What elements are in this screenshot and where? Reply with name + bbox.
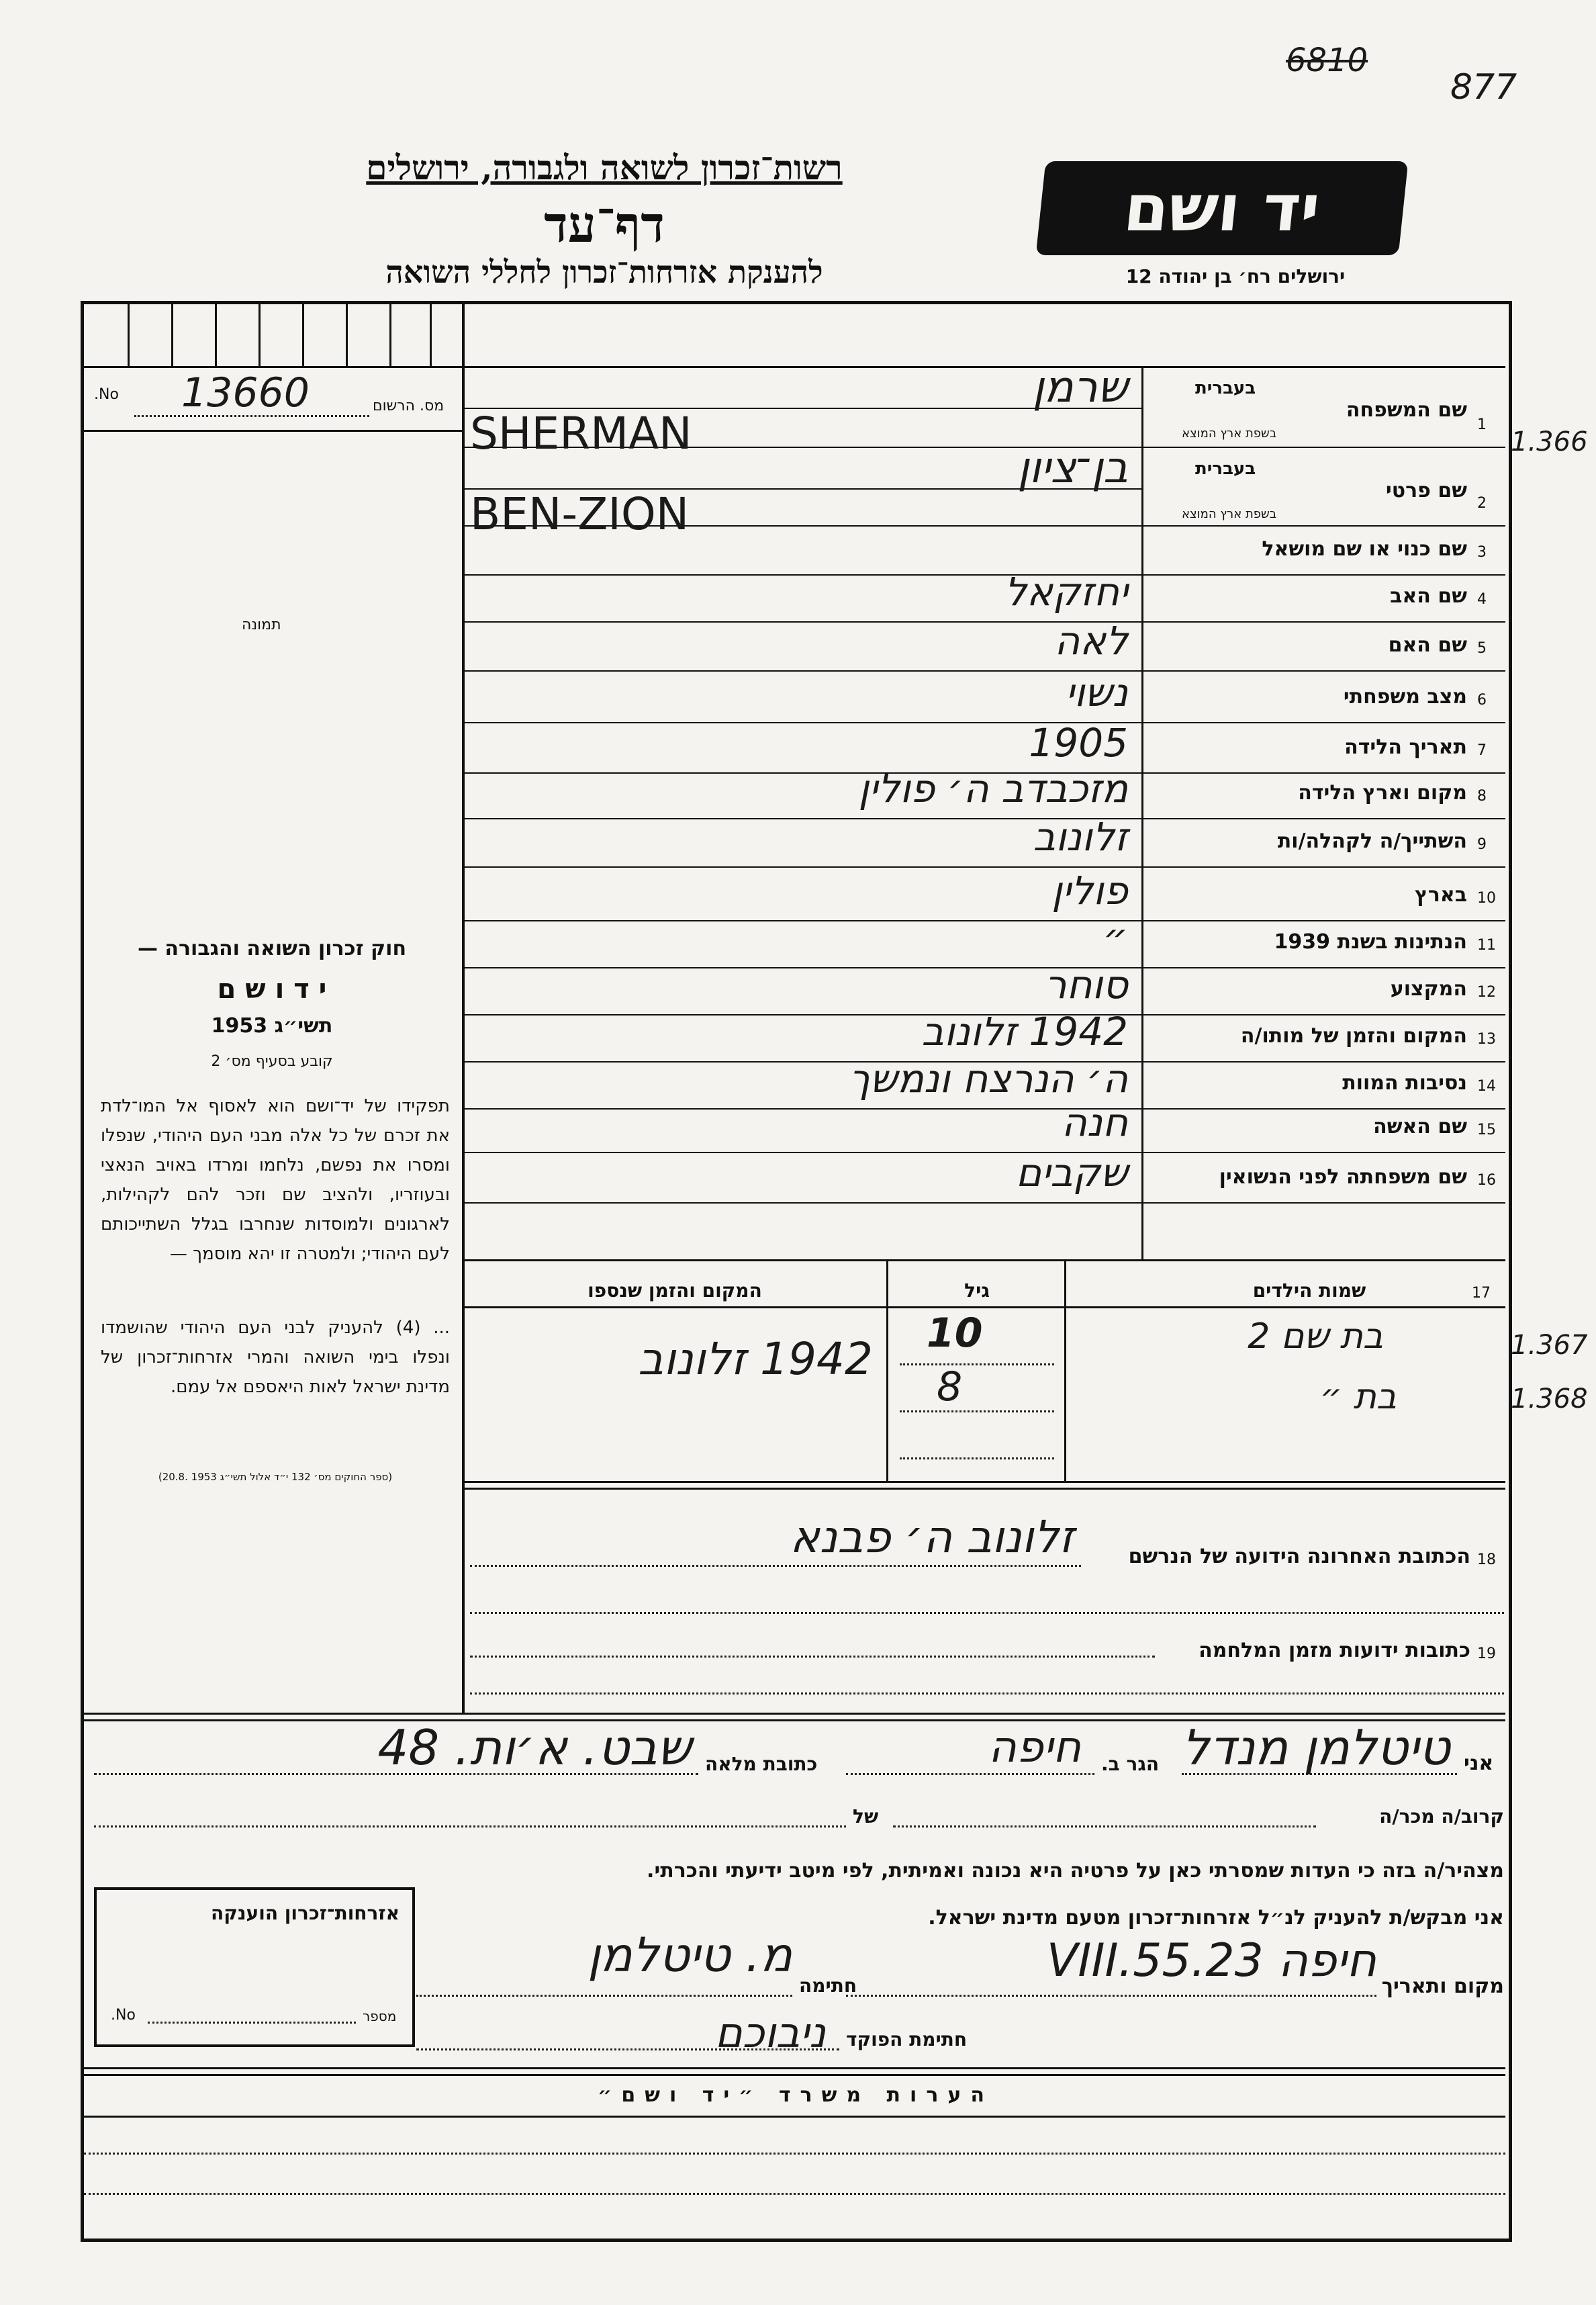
row-4-num: 4	[1477, 591, 1487, 608]
children-col-names: שמות הילדים	[1252, 1279, 1366, 1302]
last-address-value: זלונוב ה׳ פבנא	[790, 1511, 1074, 1563]
row-5-num: 5	[1477, 640, 1487, 657]
child-1-place: 1942 זלונוב	[638, 1333, 873, 1385]
child-1-age: 10	[927, 1310, 983, 1357]
row-13-num: 13	[1477, 1031, 1496, 1048]
relative-label: קרוב/ה מכר/ה	[1379, 1805, 1504, 1827]
row-12-num: 12	[1477, 984, 1496, 1001]
row-18-num: 18	[1477, 1551, 1496, 1568]
registry-label: מס. הרשום	[373, 398, 444, 414]
registry-no-label: No.	[94, 386, 119, 403]
official-signature-value: ניבוכם	[714, 2008, 826, 2057]
row-1-label: שם המשפחה	[1346, 398, 1467, 422]
children-col-place: המקום והזמן שנספו	[588, 1279, 762, 1302]
form-title: דף־עד	[544, 196, 665, 254]
law-year: תשי״ג 1953	[211, 1014, 333, 1038]
row-12-label: המקצוע	[1390, 977, 1467, 1001]
row-1-hebrew-label: בעברית	[1195, 378, 1256, 398]
full-address-label: כתובת מלאה	[705, 1753, 818, 1775]
row-9-value: זלונוב	[1033, 814, 1128, 860]
row-14-value: ה׳ הנרצח ונמשך	[849, 1056, 1128, 1101]
row-2-local-label: בשפת ארץ המוצא	[1182, 507, 1277, 521]
law-paragraph-2: ... (4) להעניק לבני העם היהודי שהושמדו ונפלו בימי השואה והמרי אזרחות־זכרון של מדינת ישראל לאות היאספם אל עמם.	[101, 1318, 451, 1397]
archive-number: 877	[1450, 67, 1517, 107]
law-paragraph-1: תפקידו של יד־ושם הוא לאסוף אל המו־לדת את זכרם של כל אלה מבני העם היהודי, שנפלו ומסרו את נפשם, נלחמו ומרדו באויב הנאצי ובעוזריו, ולהציב שם וזכר להם לקהילות, לארגונים ולמוסדות שנחרבו בגלל השתייכותם לעם היהודי; ולמטרה זו יהא מוסמך —	[101, 1096, 450, 1264]
row-13-value: 1942 זלונוב	[921, 1009, 1128, 1054]
law-title: חוק זכרון השואה והגבורה —	[137, 937, 407, 960]
row-15-label: שם האשה	[1373, 1115, 1467, 1138]
row-2-value-local: BEN-ZION	[470, 488, 690, 540]
yad-vashem-logo: יד ושם	[1036, 161, 1409, 255]
child-1-margin: 1.367	[1511, 1330, 1588, 1361]
row-14-label: נסיבות המוות	[1342, 1071, 1467, 1095]
row-7-num: 7	[1477, 742, 1487, 759]
row-2-label: שם פרטי	[1385, 479, 1467, 502]
declarant-name: טיטלמן מנדל	[1182, 1719, 1450, 1776]
certificate-no: No.	[111, 2007, 136, 2024]
official-signature-label: חתימת הפוקד	[846, 2028, 968, 2050]
row-9-label: השתייך/ה לקהלה/ות	[1277, 829, 1467, 853]
row-6-num: 6	[1477, 692, 1487, 709]
row-11-label: הנתינות בשנת 1939	[1274, 930, 1467, 954]
row-8-num: 8	[1477, 788, 1487, 805]
wartime-address-label: כתובות ידועות מזמן המלחמה	[1199, 1639, 1470, 1662]
row-7-value: 1905	[1029, 720, 1128, 766]
row-16-label: שם משפחתה לפני הנשואין	[1219, 1165, 1467, 1189]
declarant-ani: אני	[1464, 1752, 1494, 1775]
row-4-label: שם האב	[1390, 584, 1467, 608]
child-2-margin: 1.368	[1511, 1384, 1588, 1414]
child-2-name: בת ״	[1319, 1377, 1397, 1417]
row-1-margin-note: 1.366	[1511, 426, 1588, 457]
row-6-value: נשוי	[1065, 670, 1128, 715]
row-11-value: ״	[1102, 915, 1128, 960]
certificate-title: אזרחות־זכרון הוענקה	[211, 1902, 400, 1924]
lives-in-value: חיפה	[988, 1723, 1081, 1772]
certificate-mispar: מספר	[363, 2008, 397, 2024]
office-notes-title: הערות משרד ״יד ושם״	[598, 2083, 994, 2107]
row-6-label: מצב משפחתי	[1343, 685, 1467, 709]
row-5-value: לאה	[1054, 618, 1128, 664]
declaration-request: אני מבקש/ת להעניק לנ״ל אזרחות־זכרון מטעם מדינת ישראל.	[928, 1906, 1504, 1930]
registry-number: 13660	[181, 369, 310, 416]
row-8-label: מקום וארץ הלידה	[1298, 781, 1467, 805]
form-subtitle: להענקת אזרחות־זכרון לחללי השואה	[385, 254, 823, 290]
child-1-name: בת שם 2	[1248, 1316, 1383, 1357]
row-14-num: 14	[1477, 1078, 1496, 1095]
row-1-value-hebrew: שרמן	[1032, 363, 1128, 412]
signature-value: מ. טיטלמן	[588, 1928, 792, 1983]
children-col-age: גיל	[964, 1279, 990, 1302]
child-2-age: 8	[937, 1363, 963, 1410]
row-13-label: המקום והזמן של מותו/ה	[1240, 1024, 1467, 1048]
struck-number: 6810	[1286, 42, 1368, 79]
row-3-label: שם כנוי או שם מושאל	[1262, 537, 1467, 561]
place-date-value: חיפה 23.VIII.55	[1046, 1934, 1376, 1987]
row-16-num: 16	[1477, 1172, 1496, 1189]
declaration-statement: מצהיר/ה בזה כי העדות שמסרתי כאן על פרטיה היא נכונה ואמיתית, לפי מיטב ידיעתי והכרתי.	[647, 1859, 1504, 1883]
photo-label: תמונה	[242, 617, 281, 633]
full-address-value: שבט. א׳ות. 48	[377, 1719, 692, 1776]
row-9-num: 9	[1477, 836, 1487, 853]
row-2-value-hebrew: בן־ציון	[1017, 443, 1128, 493]
row-11-num: 11	[1477, 937, 1496, 954]
signature-label: חתימה	[799, 1975, 857, 1997]
authority-title: רשות־זכרון לשואה ולגבורה, ירושלים	[366, 148, 843, 187]
row-15-value: חנה	[1061, 1099, 1128, 1145]
row-15-num: 15	[1477, 1122, 1496, 1138]
place-date-label: מקום ותאריך	[1381, 1975, 1504, 1998]
row-2-num: 2	[1477, 495, 1487, 512]
row-16-value: שקבים	[1015, 1150, 1128, 1195]
last-address-label: הכתובת האחרונה הידועה של הנרשם	[1128, 1545, 1470, 1568]
row-5-label: שם האם	[1388, 633, 1467, 657]
row-2-hebrew-label: בעברית	[1195, 459, 1256, 479]
row-12-value: סוחר	[1044, 962, 1128, 1007]
children-row-num: 17	[1472, 1285, 1491, 1302]
row-8-value: מזכבדב ה׳ פולין	[858, 766, 1128, 811]
row-1-num: 1	[1477, 416, 1487, 433]
row-7-label: תאריך הלידה	[1344, 735, 1467, 759]
row-10-num: 10	[1477, 890, 1496, 907]
row-19-num: 19	[1477, 1645, 1496, 1662]
law-clause: קובע בסעיף מס׳ 2	[211, 1053, 333, 1070]
row-1-value-local: SHERMAN	[470, 408, 692, 459]
of-label: של	[853, 1805, 879, 1827]
row-10-label: בארץ	[1414, 883, 1467, 907]
row-4-value: יחזקאל	[1004, 569, 1128, 615]
lives-in-label: הגר ב.	[1101, 1753, 1160, 1775]
law-reference: (ספר החוקים מס׳ 132 י״ד אלול תשי״ג 1953 .20.8)	[158, 1471, 393, 1483]
law-name: י ד ו ש ם	[217, 974, 327, 1005]
row-1-local-label: בשפת ארץ המוצא	[1182, 426, 1277, 441]
row-3-num: 3	[1477, 544, 1487, 561]
address: ירושלים רח׳ בן יהודה 12	[1125, 265, 1346, 287]
row-10-value: פולין	[1051, 868, 1128, 913]
